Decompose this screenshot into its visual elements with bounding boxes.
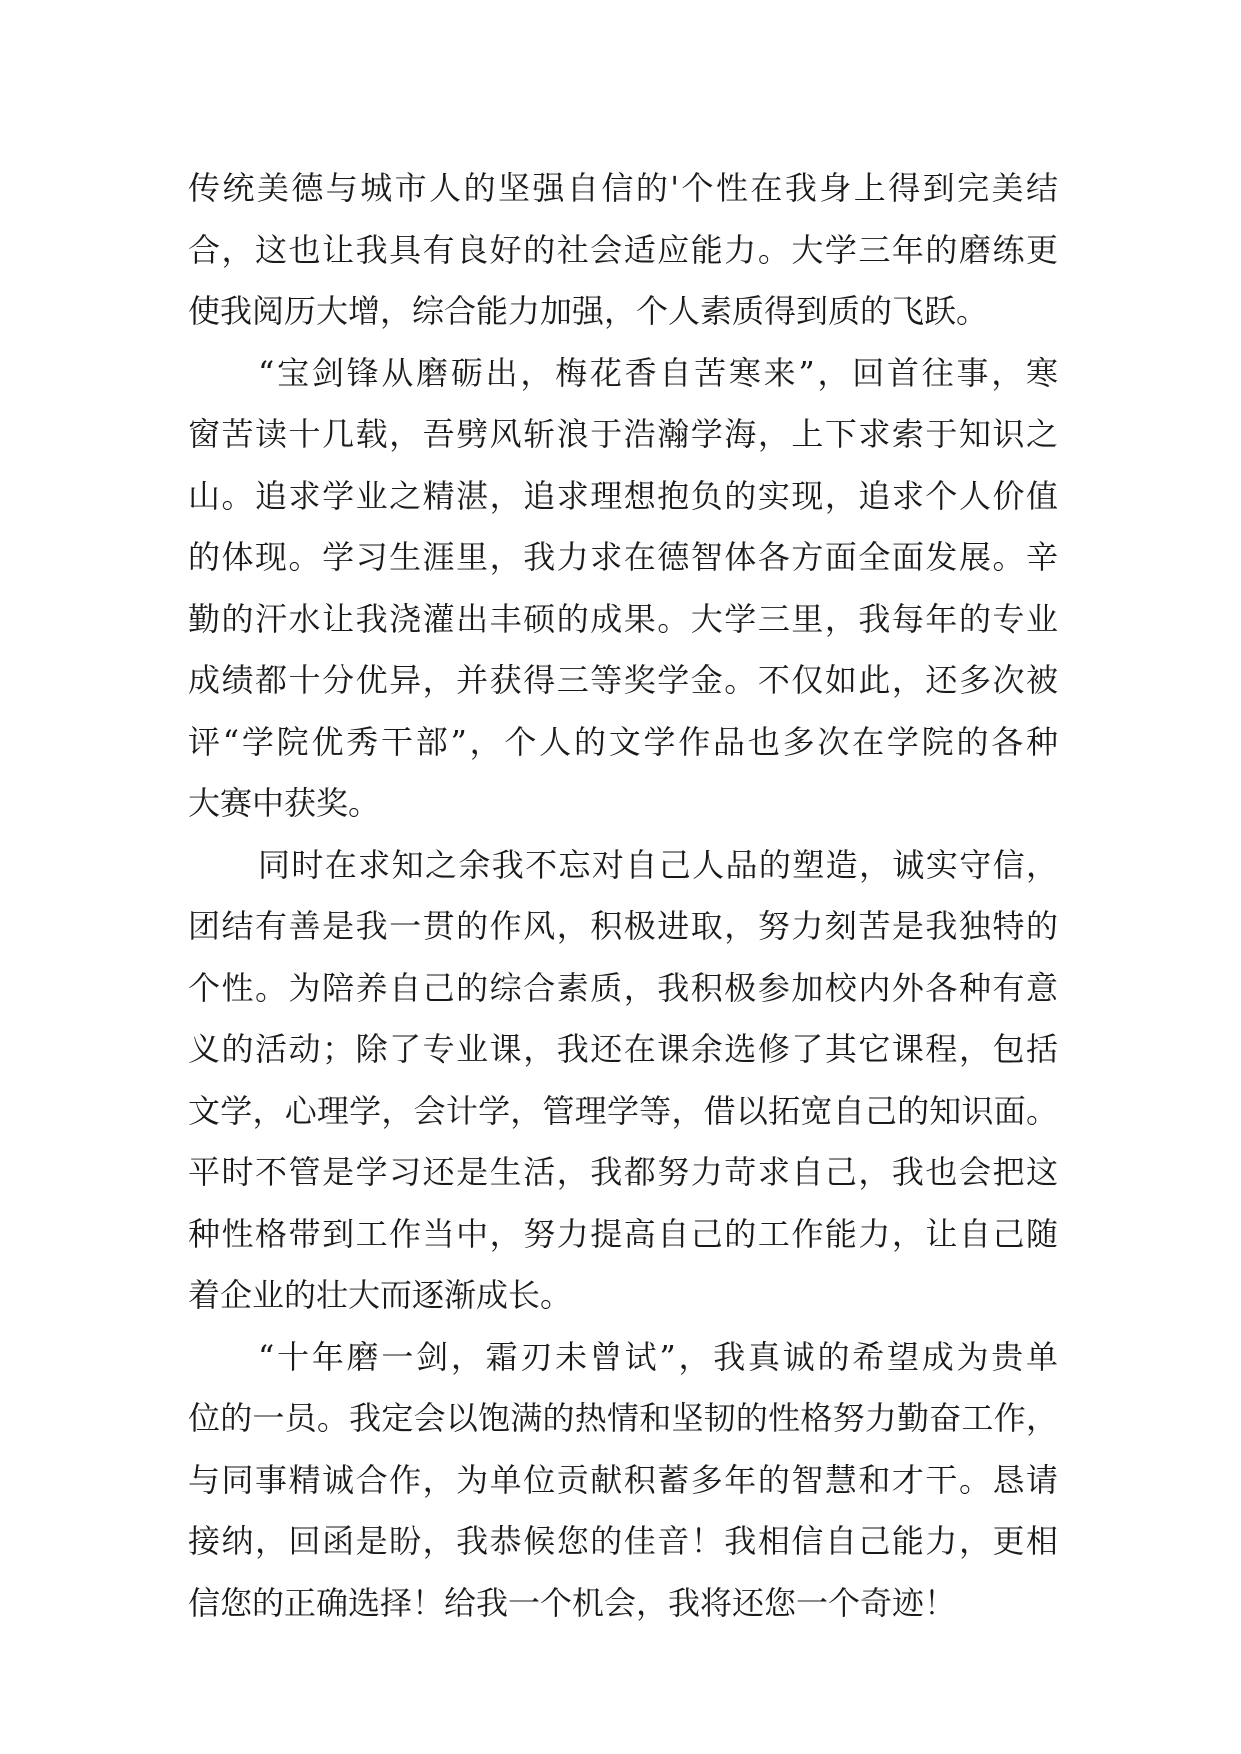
paragraph-2 [188,343,1058,835]
text-line: “宝剑锋从磨砺出，梅花香自苦寒来”，回首往事，寒 [258,353,1058,392]
text-line: 个性。为陪养自己的综合素质，我积极参加校内外各种有意 [188,968,1058,1007]
text-line: 同时在求知之余我不忘对自己人品的塑造，诚实守信， [258,845,1058,884]
text-line: 传统美德与城市人的坚强自信的'个性在我身上得到完美结 [188,169,1058,207]
text-line: 着企业的壮大而逐渐成长。 [188,1276,573,1314]
text-line: 位的一员。我定会以饱满的热情和坚韧的性格努力勤奋工作， [188,1399,1058,1437]
text-line: 勤的汗水让我浇灌出丰硕的成果。大学三里，我每年的专业 [188,599,1058,638]
paragraph-1 [188,158,1058,343]
text-line: 大赛中获奖。 [188,784,381,822]
text-line: 文学，心理学，会计学，管理学等，借以拓宽自己的知识面。 [188,1091,1058,1130]
text-line: 使我阅历大增，综合能力加强，个人素质得到质的飞跃。 [188,292,989,330]
text-line: 成绩都十分优异，并获得三等奖学金。不仅如此，还多次被 [188,661,1058,699]
paragraph-4 [188,1327,1058,1635]
text-line: 的体现。学习生涯里，我力求在德智体各方面全面发展。辛 [188,538,1058,576]
text-line: 山。追求学业之精湛，追求理想抱负的实现，追求个人价值 [188,476,1058,515]
text-line: 与同事精诚合作，为单位贡献积蓄多年的智慧和才干。恳请 [188,1460,1058,1499]
text-line: “十年磨一剑，霜刃未曾试”，我真诚的希望成为贵单 [258,1337,1058,1376]
text-line: 团结有善是我一贯的作风，积极进取，努力刻苦是我独特的 [188,907,1058,945]
paragraph-3 [188,835,1058,1327]
text-line: 窗苦读十几载，吾劈风斩浪于浩瀚学海，上下求索于知识之 [188,415,1058,453]
text-line: 种性格带到工作当中，努力提高自己的工作能力，让自己随 [188,1214,1058,1253]
text-line: 平时不管是学习还是生活，我都努力苛求自己，我也会把这 [188,1153,1058,1191]
text-line: 合，这也让我具有良好的社会适应能力。大学三年的磨练更 [188,230,1058,269]
letter-body [188,158,1058,1634]
text-line: 信您的正确选择！给我一个机会，我将还您一个奇迹！ [188,1583,957,1622]
text-line: 接纳，回函是盼，我恭候您的佳音！我相信自己能力，更相 [188,1522,1058,1560]
text-line: 义的活动；除了专业课，我还在课余选修了其它课程，包括 [188,1030,1058,1068]
text-line: 评“学院优秀干部”，个人的文学作品也多次在学院的各种 [188,722,1058,761]
